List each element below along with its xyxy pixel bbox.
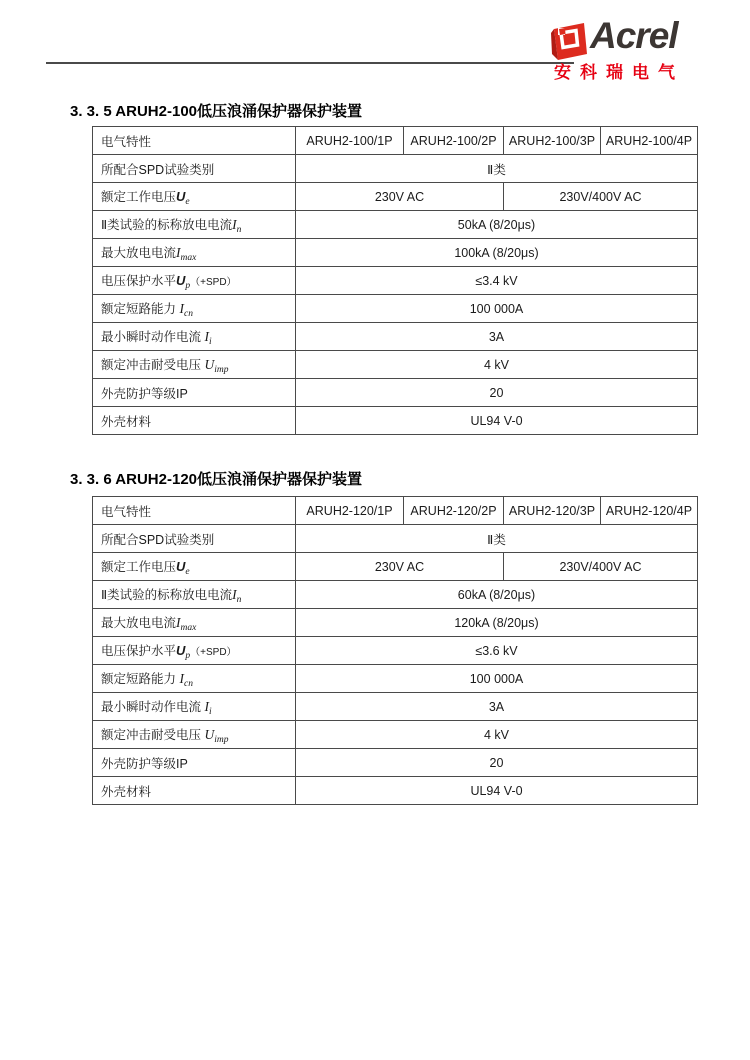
table-row bbox=[93, 665, 698, 693]
row-value: 20 bbox=[296, 379, 698, 407]
acrel-logo-icon bbox=[550, 20, 590, 62]
col-header-label: 电气特性 bbox=[93, 127, 296, 155]
row-label: 外壳材料 bbox=[93, 777, 296, 805]
table-row bbox=[93, 155, 698, 183]
table-row bbox=[93, 183, 698, 211]
row-label: 额定冲击耐受电压 $U_{imp}$ bbox=[93, 351, 296, 379]
table-row bbox=[93, 553, 698, 581]
row-label: 额定工作电压$U_e$ bbox=[93, 183, 296, 211]
table-row bbox=[93, 721, 698, 749]
row-label: 外壳防护等级IP bbox=[93, 749, 296, 777]
row-value: 100 000A bbox=[296, 295, 698, 323]
model-header: ARUH2-100/3P bbox=[504, 127, 601, 155]
row-label: 最大放电电流$I_{max}$ bbox=[93, 609, 296, 637]
logo-wordmark: Acrel bbox=[590, 15, 678, 56]
row-value: Ⅱ类 bbox=[296, 525, 698, 553]
row-value: 230V/400V AC bbox=[504, 553, 698, 581]
spec-table-aruh2-100 bbox=[92, 126, 698, 435]
row-label: 外壳材料 bbox=[93, 407, 296, 435]
row-label: Ⅱ类试验的标称放电电流$I_n$ bbox=[93, 581, 296, 609]
row-value: 50kA (8/20μs) bbox=[296, 211, 698, 239]
row-label: 外壳防护等级IP bbox=[93, 379, 296, 407]
table-row bbox=[93, 351, 698, 379]
row-label: 额定工作电压$U_e$ bbox=[93, 553, 296, 581]
spec-table-aruh2-120 bbox=[92, 496, 698, 805]
row-value: 230V/400V AC bbox=[504, 183, 698, 211]
row-label: 所配合SPD试验类别 bbox=[93, 155, 296, 183]
section-title-336: 3. 3. 6 ARUH2-120低压浪涌保护器保护装置 bbox=[70, 471, 363, 488]
table-row bbox=[93, 637, 698, 665]
logo-chinese-name: 安科瑞电气 bbox=[554, 63, 684, 82]
col-header-label: 电气特性 bbox=[93, 497, 296, 525]
row-value: 120kA (8/20μs) bbox=[296, 609, 698, 637]
row-label: 额定冲击耐受电压 $U_{imp}$ bbox=[93, 721, 296, 749]
table-header-row bbox=[93, 127, 698, 155]
header-divider bbox=[46, 62, 574, 64]
table-row bbox=[93, 407, 698, 435]
model-header: ARUH2-120/4P bbox=[601, 497, 698, 525]
table-row bbox=[93, 211, 698, 239]
acrel-logo bbox=[552, 14, 702, 80]
table-header-row bbox=[93, 497, 698, 525]
model-header: ARUH2-120/3P bbox=[504, 497, 601, 525]
table-row bbox=[93, 525, 698, 553]
row-label: 最大放电电流$I_{max}$ bbox=[93, 239, 296, 267]
row-value: 100 000A bbox=[296, 665, 698, 693]
row-label: 额定短路能力 $I_{cn}$ bbox=[93, 295, 296, 323]
row-label: Ⅱ类试验的标称放电电流$I_n$ bbox=[93, 211, 296, 239]
model-header: ARUH2-120/2P bbox=[404, 497, 504, 525]
row-label: 所配合SPD试验类别 bbox=[93, 525, 296, 553]
row-label: 电压保护水平$U_p(+SPD)$ bbox=[93, 637, 296, 665]
row-value: Ⅱ类 bbox=[296, 155, 698, 183]
table-row bbox=[93, 295, 698, 323]
row-value: 4 kV bbox=[296, 351, 698, 379]
model-header: ARUH2-100/2P bbox=[404, 127, 504, 155]
row-value: 20 bbox=[296, 749, 698, 777]
model-header: ARUH2-120/1P bbox=[296, 497, 404, 525]
row-value: 60kA (8/20μs) bbox=[296, 581, 698, 609]
table-row bbox=[93, 749, 698, 777]
table-row bbox=[93, 267, 698, 295]
row-value: 100kA (8/20μs) bbox=[296, 239, 698, 267]
row-value: 3A bbox=[296, 693, 698, 721]
row-value: UL94 V-0 bbox=[296, 777, 698, 805]
row-label: 电压保护水平$U_p(+SPD)$ bbox=[93, 267, 296, 295]
row-value: ≤3.4 kV bbox=[296, 267, 698, 295]
table-row bbox=[93, 239, 698, 267]
row-value: 4 kV bbox=[296, 721, 698, 749]
row-label: 最小瞬时动作电流 $I_i$ bbox=[93, 323, 296, 351]
row-value: 230V AC bbox=[296, 183, 504, 211]
model-header: ARUH2-100/4P bbox=[601, 127, 698, 155]
table-row bbox=[93, 777, 698, 805]
row-value: 230V AC bbox=[296, 553, 504, 581]
table-row bbox=[93, 609, 698, 637]
row-label: 最小瞬时动作电流 $I_i$ bbox=[93, 693, 296, 721]
row-value: UL94 V-0 bbox=[296, 407, 698, 435]
row-value: 3A bbox=[296, 323, 698, 351]
row-value: ≤3.6 kV bbox=[296, 637, 698, 665]
model-header: ARUH2-100/1P bbox=[296, 127, 404, 155]
table-row bbox=[93, 379, 698, 407]
table-row bbox=[93, 581, 698, 609]
table-row bbox=[93, 323, 698, 351]
row-label: 额定短路能力 $I_{cn}$ bbox=[93, 665, 296, 693]
section-title-335: 3. 3. 5 ARUH2-100低压浪涌保护器保护装置 bbox=[70, 103, 363, 120]
table-row bbox=[93, 693, 698, 721]
